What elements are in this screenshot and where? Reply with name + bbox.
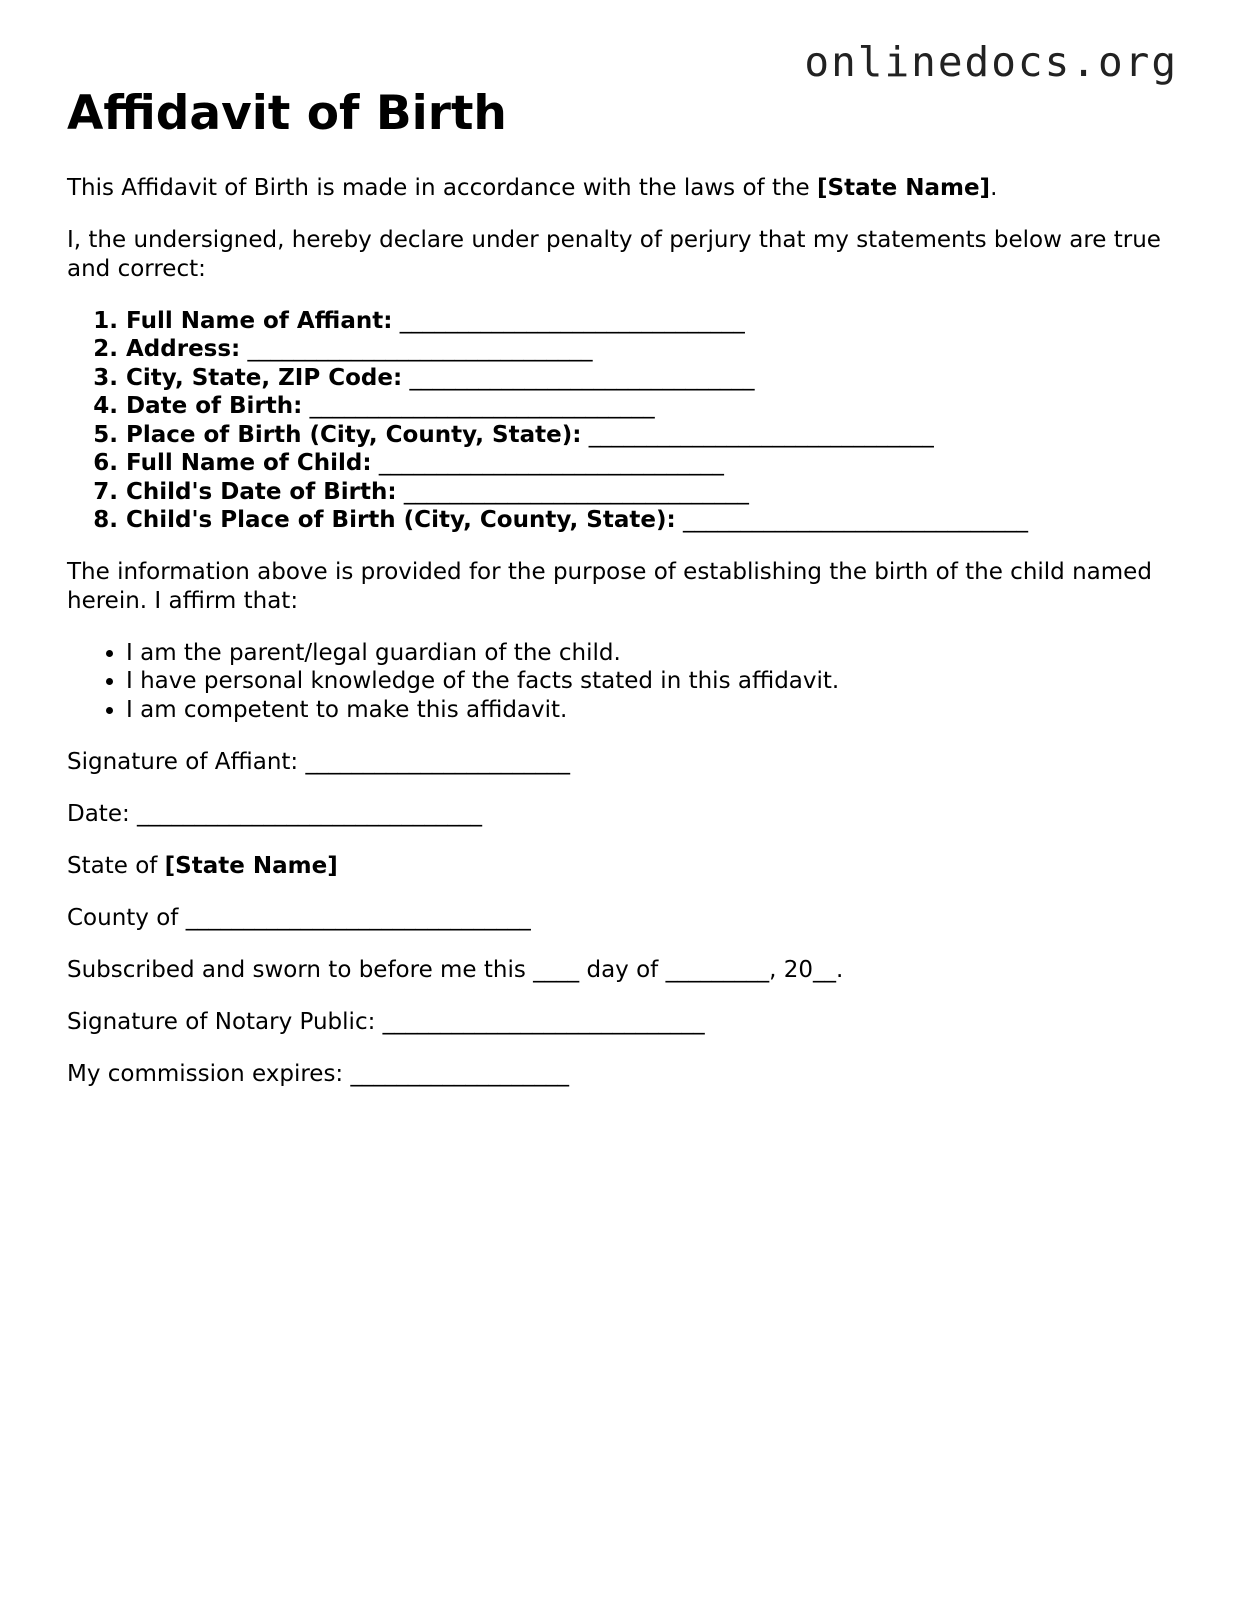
field-address (126, 335, 1177, 364)
field-blank[interactable]: ______________________________ (302, 393, 655, 419)
state-prefix: State of (67, 852, 165, 879)
field-label: Full Name of Child: (126, 450, 372, 476)
affirmation-item: • I am competent to make this affidavit. (126, 696, 1177, 725)
affirmation-item: • I am the parent/legal guardian of the child. (126, 639, 1177, 668)
field-blank[interactable]: ______________________________ (240, 336, 593, 362)
field-label: Child's Place of Birth (City, County, State): (126, 507, 676, 533)
notary-signature-line[interactable]: Signature of Notary Public: ____________________________ (67, 1008, 705, 1035)
watermark-logo: onlinedocs.org (804, 38, 1178, 86)
field-label: Date of Birth: (126, 393, 303, 419)
field-full-name-child (126, 449, 1177, 478)
purpose-paragraph: The information above is provided for the purpose of establishing the birth of the child named herein. I affirm that: (67, 559, 1152, 614)
field-blank[interactable]: ______________________________ (371, 450, 724, 476)
intro-text: This Affidavit of Birth is made in accordance with the laws of the (67, 175, 818, 201)
document-body (67, 174, 1177, 1112)
state-name-placeholder: [State Name] (164, 852, 338, 879)
field-blank[interactable]: ______________________________ (392, 307, 745, 334)
field-label: Full Name of Affiant: (126, 307, 393, 334)
state-name-placeholder: [State Name] (817, 175, 991, 201)
field-label: Place of Birth (City, County, State): (126, 421, 582, 448)
declaration-paragraph: I, the undersigned, hereby declare under penalty of perjury that my statements below are true and correct: (67, 227, 1161, 282)
field-child-place-of-birth (126, 506, 1177, 535)
intro-paragraph (67, 174, 1177, 203)
intro-end: . (990, 175, 998, 201)
field-child-date-of-birth (126, 478, 1177, 507)
date-line[interactable]: Date: ______________________________ (67, 800, 483, 827)
county-line[interactable]: County of ______________________________ (67, 904, 531, 931)
field-blank[interactable]: ______________________________ (402, 364, 755, 391)
field-place-of-birth (126, 421, 1177, 450)
field-label: Child's Date of Birth: (126, 478, 397, 505)
sworn-line[interactable]: Subscribed and sworn to before me this ____ day of _________, 20__. (67, 956, 844, 983)
field-city-state-zip (126, 364, 1177, 393)
field-blank[interactable]: ______________________________ (581, 421, 934, 448)
document-title: Affidavit of Birth (67, 86, 507, 141)
field-blank[interactable]: ______________________________ (396, 478, 749, 505)
affidavit-fields-list (67, 307, 1177, 535)
field-full-name-affiant (126, 307, 1177, 336)
affirmations-list (67, 639, 1177, 725)
field-label: Address: (126, 336, 241, 362)
field-label: City, State, ZIP Code: (126, 364, 403, 391)
state-line (67, 852, 1177, 881)
field-date-of-birth (126, 392, 1177, 421)
signature-affiant-line[interactable]: Signature of Affiant: _______________________ (67, 748, 570, 775)
affirmation-item: • I have personal knowledge of the facts stated in this affidavit. (126, 667, 1177, 696)
field-blank[interactable]: ______________________________ (675, 507, 1028, 533)
commission-expires-line[interactable]: My commission expires: ___________________ (67, 1060, 569, 1087)
